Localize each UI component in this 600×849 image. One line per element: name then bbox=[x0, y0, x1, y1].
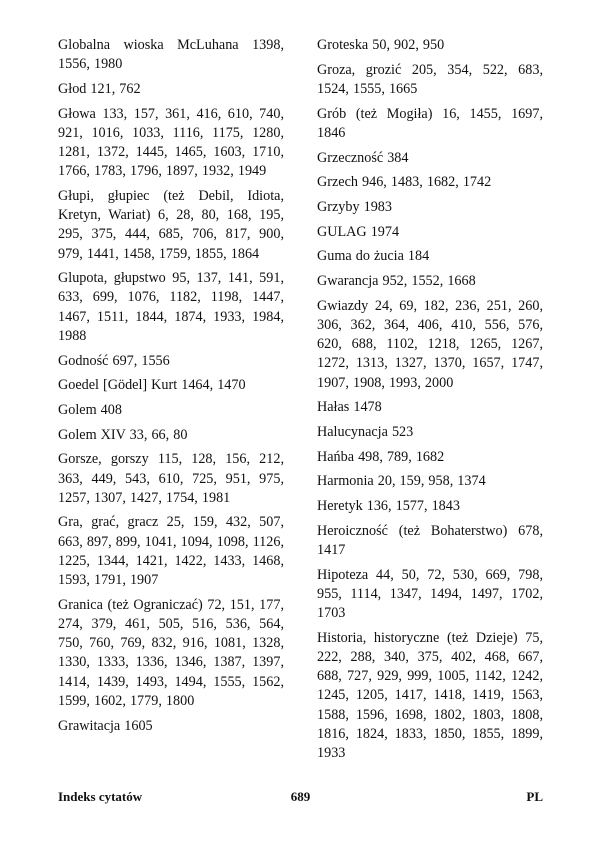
index-entry: Heretyk 136, 1577, 1843 bbox=[317, 498, 460, 515]
index-entry: GULAG 1974 bbox=[317, 223, 400, 240]
index-entry: Granica (też Ograniczać) 72, 151, 177, 274, 379, 461, 505, 516, 536, 564, 750, 760, 769, 832, 916, 1081, 1328, 1330, 1333, 1336, 1346, 1387, 1397, 1414, 1439, 1493, 1494, 1555, 1562, 1599, 1602, 1779, 1800 bbox=[58, 596, 284, 709]
page-footer bbox=[58, 789, 543, 809]
left-index-column bbox=[58, 36, 284, 741]
index-entry: Grzeczność 384 bbox=[317, 149, 409, 166]
index-entry: Gwarancja 952, 1552, 1668 bbox=[317, 273, 476, 290]
index-entry: Glupota, głupstwo 95, 137, 141, 591, 633, 699, 1076, 1182, 1198, 1447, 1467, 1511, 1844, 1874, 1933, 1984, 1988 bbox=[58, 270, 284, 344]
right-index-column bbox=[317, 36, 543, 769]
index-entry: Guma do żucia 184 bbox=[317, 248, 430, 265]
index-entry: Grób (też Mogiła) 16, 1455, 1697, 1846 bbox=[317, 105, 543, 141]
footer-language: PL bbox=[526, 789, 543, 804]
index-entry: Globalna wioska McLuhana 1398, 1556, 1980 bbox=[58, 37, 284, 73]
index-entry: Grzyby 1983 bbox=[317, 198, 392, 215]
index-entry: Halucynacja 523 bbox=[317, 423, 414, 440]
index-entry: Godność 697, 1556 bbox=[58, 352, 170, 369]
index-entry: Gorsze, gorszy 115, 128, 156, 212, 363, 449, 543, 610, 725, 951, 975, 1257, 1307, 1427, 1754, 1981 bbox=[58, 451, 284, 506]
index-entry: Grzech 946, 1483, 1682, 1742 bbox=[317, 174, 492, 191]
footer-title: Indeks cytatów bbox=[58, 789, 143, 804]
page-number: 689 bbox=[290, 789, 311, 804]
index-entry: Groteska 50, 902, 950 bbox=[317, 37, 445, 53]
index-entry: Głowa 133, 157, 361, 416, 610, 740, 921, 1016, 1033, 1116, 1175, 1280, 1281, 1372, 1445, 1465, 1603, 1710, 1766, 1783, 1796, 1897, 1932, 1949 bbox=[58, 105, 284, 180]
index-entry: Hańba 498, 789, 1682 bbox=[317, 448, 445, 465]
index-entry: Grawitacja 1605 bbox=[58, 717, 153, 734]
index-entry: Harmonia 20, 159, 958, 1374 bbox=[317, 473, 486, 490]
index-entry: Groza, grozić 205, 354, 522, 683, 1524, 1555, 1665 bbox=[317, 61, 543, 97]
index-entry: Głod 121, 762 bbox=[58, 80, 141, 97]
index-entry: Głupi, głupiec (też Debil, Idiota, Kretyn, Wariat) 6, 28, 80, 168, 195, 295, 375, 444, 685, 706, 817, 900, 979, 1441, 1458, 1759, 1855, 1864 bbox=[58, 187, 284, 262]
index-entry: Heroiczność (też Bohaterstwo) 678, 1417 bbox=[317, 522, 543, 558]
index-entry: Golem 408 bbox=[58, 401, 122, 418]
index-entry: Hałas 1478 bbox=[317, 399, 382, 416]
index-entry: Historia, historyczne (też Dzieje) 75, 222, 288, 340, 375, 402, 468, 667, 688, 727, 929, 999, 1005, 1142, 1242, 1245, 1205, 1417, 1418, 1419, 1563, 1588, 1596, 1698, 1802, 1803, 1808, 1816, 1824, 1833, 1850, 1855, 1899, 1933 bbox=[317, 629, 543, 761]
index-entry: Gra, grać, gracz 25, 159, 432, 507, 663, 897, 899, 1041, 1094, 1098, 1126, 1225, 1344, 1421, 1422, 1433, 1468, 1593, 1791, 1907 bbox=[58, 514, 284, 589]
index-entry: Gwiazdy 24, 69, 182, 236, 251, 260, 306, 362, 364, 406, 410, 556, 576, 620, 688, 1102, 1218, 1265, 1267, 1272, 1313, 1327, 1370, 1657, 1747, 1907, 1908, 1993, 2000 bbox=[317, 297, 543, 391]
index-entry: Hipoteza 44, 50, 72, 530, 669, 798, 955, 1114, 1347, 1494, 1497, 1702, 1703 bbox=[317, 566, 543, 622]
index-entry: Golem XIV 33, 66, 80 bbox=[58, 426, 188, 443]
index-entry: Goedel [Gödel] Kurt 1464, 1470 bbox=[58, 377, 246, 394]
